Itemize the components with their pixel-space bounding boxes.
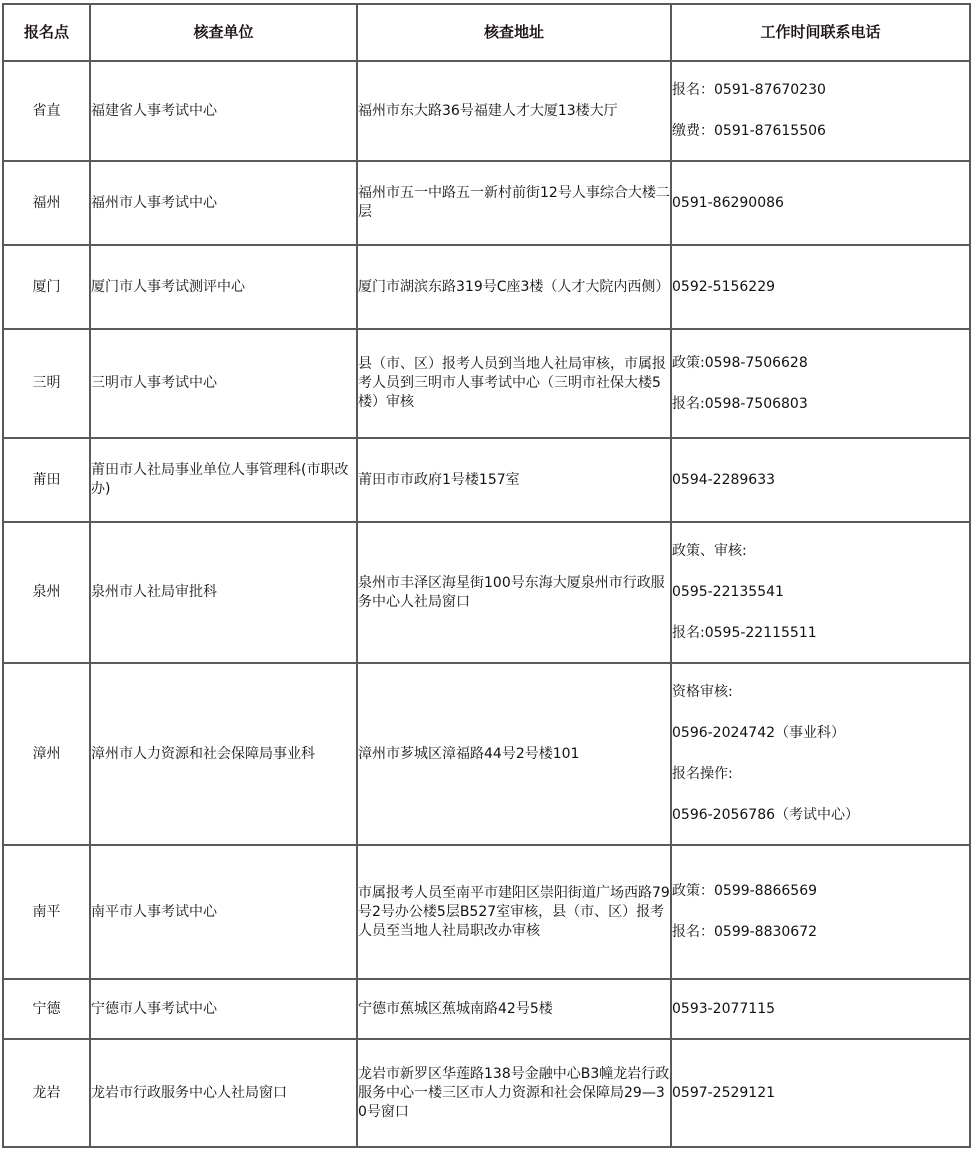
header-site: 报名点 xyxy=(3,4,90,61)
unit-cell: 南平市人事考试中心 xyxy=(90,845,357,979)
phone-line: 0595-22135541 xyxy=(672,584,784,600)
phone-line: 缴费：0591-87615506 xyxy=(672,123,826,139)
table-row xyxy=(3,61,970,161)
site-cell: 宁德 xyxy=(3,979,90,1039)
address-cell: 厦门市湖滨东路319号C座3楼（人才大院内西侧） xyxy=(357,245,671,329)
phone-cell xyxy=(671,522,970,663)
header-unit: 核查单位 xyxy=(90,4,357,61)
phone-cell xyxy=(671,845,970,979)
phone-line: 0597-2529121 xyxy=(672,1084,776,1101)
address-cell: 县（市、区）报考人员到当地人社局审核，市属报考人员到三明市人事考试中心（三明市社保大楼5楼）审核 xyxy=(357,329,671,438)
table-row xyxy=(3,245,970,329)
header-phone: 工作时间联系电话 xyxy=(671,4,970,61)
phone-line: 报名:0598-7506803 xyxy=(672,395,808,412)
phone-line: 报名：0599-8830672 xyxy=(672,924,818,940)
phone-line: 政策:0598-7506628 xyxy=(672,354,808,371)
unit-cell: 宁德市人事考试中心 xyxy=(90,979,357,1039)
phone-line: 0596-2024742（事业科） xyxy=(672,725,846,741)
phone-line: 资格审核: xyxy=(672,684,733,700)
address-cell: 福州市东大路36号福建人才大厦13楼大厅 xyxy=(357,61,671,161)
site-cell: 福州 xyxy=(3,161,90,245)
phone-cell xyxy=(671,329,970,438)
unit-cell: 莆田市人社局事业单位人事管理科(市职改办) xyxy=(90,438,357,522)
address-cell: 泉州市丰泽区海星街100号东海大厦泉州市行政服务中心人社局窗口 xyxy=(357,522,671,663)
address-cell: 漳州市芗城区漳福路44号2号楼101 xyxy=(357,663,671,845)
unit-cell: 漳州市人力资源和社会保障局事业科 xyxy=(90,663,357,845)
address-cell: 宁德市蕉城区蕉城南路42号5楼 xyxy=(357,979,671,1039)
unit-cell: 厦门市人事考试测评中心 xyxy=(90,245,357,329)
table-row xyxy=(3,1039,970,1147)
site-cell: 省直 xyxy=(3,61,90,161)
phone-line: 0593-2077115 xyxy=(672,1000,776,1017)
site-cell: 莆田 xyxy=(3,438,90,522)
unit-cell: 泉州市人社局审批科 xyxy=(90,522,357,663)
phone-line: 0594-2289633 xyxy=(672,471,776,488)
address-cell: 龙岩市新罗区华莲路138号金融中心B3幢龙岩行政服务中心一楼三区市人力资源和社会保障局29—30号窗口 xyxy=(357,1039,671,1147)
site-cell: 泉州 xyxy=(3,522,90,663)
phone-cell xyxy=(671,663,970,845)
phone-cell xyxy=(671,979,970,1039)
verification-sites-table xyxy=(2,3,971,1148)
table-row xyxy=(3,979,970,1039)
phone-line: 0592-5156229 xyxy=(672,278,776,295)
address-cell: 福州市五一中路五一新村前街12号人事综合大楼二层 xyxy=(357,161,671,245)
site-cell: 南平 xyxy=(3,845,90,979)
phone-cell xyxy=(671,245,970,329)
table-header-row xyxy=(3,4,970,61)
site-cell: 漳州 xyxy=(3,663,90,845)
unit-cell: 三明市人事考试中心 xyxy=(90,329,357,438)
phone-line: 政策、审核: xyxy=(672,543,747,559)
site-cell: 三明 xyxy=(3,329,90,438)
address-cell: 市属报考人员至南平市建阳区崇阳街道广场西路79号2号办公楼5层B527室审核，县（市、区）报考人员至当地人社局职改办审核 xyxy=(357,845,671,979)
phone-cell xyxy=(671,1039,970,1147)
phone-line: 政策：0599-8866569 xyxy=(672,883,818,899)
site-cell: 龙岩 xyxy=(3,1039,90,1147)
header-address: 核查地址 xyxy=(357,4,671,61)
table-row xyxy=(3,438,970,522)
phone-line: 0591-86290086 xyxy=(672,194,784,211)
phone-line: 报名:0595-22115511 xyxy=(672,625,817,641)
table-row xyxy=(3,845,970,979)
phone-line: 报名：0591-87670230 xyxy=(672,82,826,98)
unit-cell: 福建省人事考试中心 xyxy=(90,61,357,161)
phone-line: 报名操作: xyxy=(672,766,733,782)
table-row xyxy=(3,663,970,845)
phone-line: 0596-2056786（考试中心） xyxy=(672,807,860,823)
address-cell: 莆田市市政府1号楼157室 xyxy=(357,438,671,522)
phone-cell xyxy=(671,438,970,522)
site-cell: 厦门 xyxy=(3,245,90,329)
table-row xyxy=(3,329,970,438)
table-row xyxy=(3,522,970,663)
phone-cell xyxy=(671,61,970,161)
unit-cell: 龙岩市行政服务中心人社局窗口 xyxy=(90,1039,357,1147)
phone-cell xyxy=(671,161,970,245)
unit-cell: 福州市人事考试中心 xyxy=(90,161,357,245)
table-row xyxy=(3,161,970,245)
